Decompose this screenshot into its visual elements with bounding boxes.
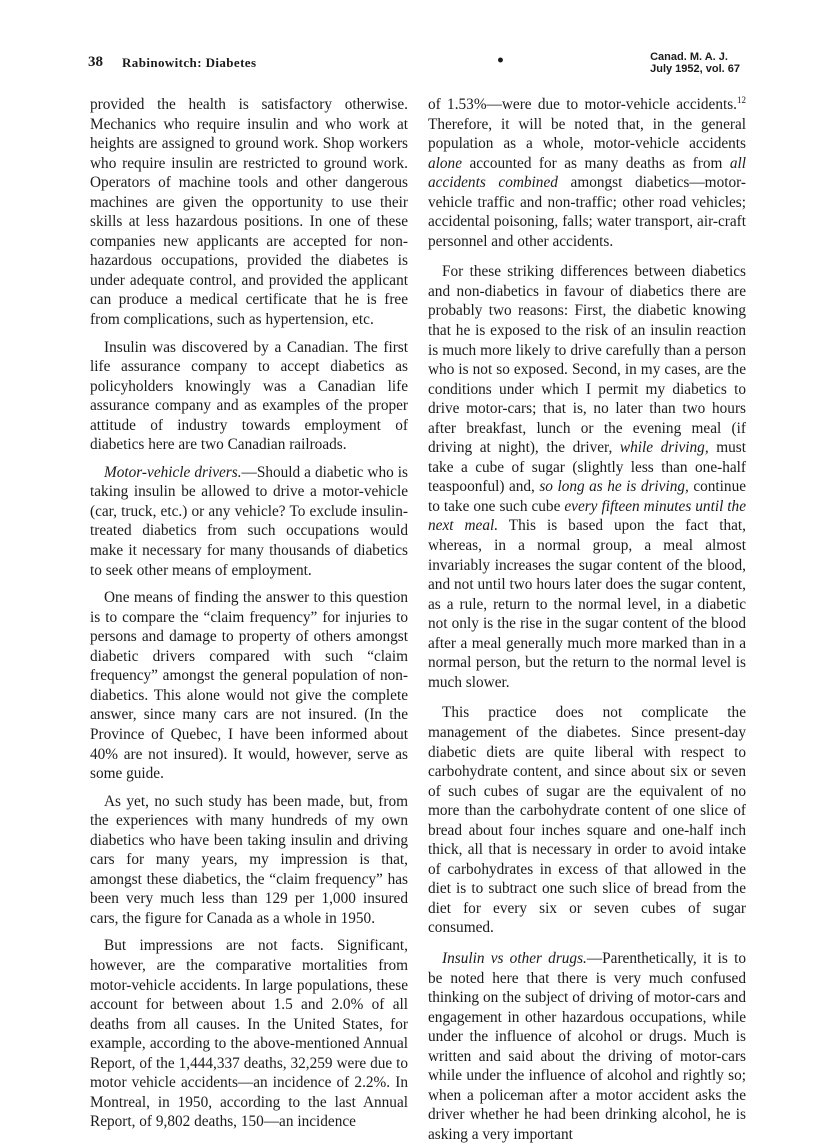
paragraph: [428, 262, 746, 692]
page-number: 38: [88, 54, 103, 70]
paragraph: [428, 95, 746, 251]
running-title: Rabinowitch: Diabetes: [122, 55, 257, 70]
emphasis: every fifteen minutes until the next meal.: [428, 497, 746, 535]
paragraph-text: For these striking differences between diabetics and non-diabetics in favour of diabetics there are probably two reasons: First, the diabetic knowing that he is exposed to the risk of an insulin reaction is much more likely to drive carefully than a person who is not so exposed. Second, in my cases, are the conditions under which I permit my diabetics to drive motor-cars; that is, no later than two hours after breakfast, lunch or the evening meal (if driving at night), the driver,: [428, 263, 746, 457]
emphasis: while driving,: [619, 439, 709, 457]
paragraph: Insulin was discovered by a Canadian. The first life assurance company to accept diabetics as policyholders knowingly was a Canadian life assurance company and as examples of the proper attitude of industry towards employment of diabetics here are two Canadian railroads.: [90, 338, 408, 454]
paragraph-text: This is based upon the fact that, whereas, in a normal group, a meal almost invariably increases the sugar content of the blood, and not until two hours later does the sugar content, as a rule, return to the normal level, in a diabetic not only is the rise in the sugar content of the blood after a meal generally much more marked than in a normal person, but the return to the normal level is much slower.: [428, 517, 746, 691]
header-separator: •: [496, 53, 505, 69]
paragraph: [428, 949, 746, 1144]
reference-marker: 12: [737, 95, 746, 105]
paragraph: [90, 463, 408, 580]
paragraph-text: Therefore, it will be noted that, in the general population as a whole, motor-vehicle accidents: [428, 115, 746, 153]
paragraph-text: amongst diabetics—motor-vehicle traffic and non-traffic; other road vehicles; accidental poisoning, falls; water transport, air-craft personnel and other accidents.: [428, 174, 747, 250]
paragraph-text: must take a cube of sugar (slightly less than one-half teaspoonful) and,: [428, 439, 746, 496]
paragraph-text: —Parenthetically, it is to be noted here that there is very much confused thinking on the subject of driving of motor-cars and engagement in other hazardous occupations, while under the influence of alcohol or drugs. Much is written and said about the driving of motor-cars while under the influence of alcohol and rightly so; when a policeman after a motor accident asks the driver whether he had been drinking alcohol, he is asking a very important: [428, 949, 746, 1143]
emphasis: all accidents combined: [428, 154, 746, 192]
paragraph: As yet, no such study has been made, but, from the experiences with many hundreds of my own diabetics who have been taking insulin and driving cars for many years, my impression is that, amongst these diabetics, the “claim frequency” has been very much less than 129 per 1,000 insured cars, the figure for Canada as a whole in 1950.: [90, 792, 408, 927]
paragraph: provided the health is satisfactory otherwise. Mechanics who require insulin and who work at heights are assigned to ground work. Shop workers who require insulin are restricted to ground work. Operators of machine tools and other dangerous machines are given the opportunity to use their skills at less hazardous positions. In one of these companies new applicants are accepted for non-hazardous occupations, provided the diabetes is under adequate control, and provided the applicant can produce a medical certificate that he is free from complications, such as hypertension, etc.: [90, 96, 408, 329]
journal-citation: [650, 52, 740, 75]
page-header: [88, 52, 740, 92]
section-heading: Motor-vehicle drivers.: [104, 463, 242, 481]
emphasis: alone: [428, 154, 462, 172]
journal-issue: July 1952, vol. 67: [650, 62, 740, 75]
paragraph-text: —Should a diabetic who is taking insulin be allowed to drive a motor-vehicle (car, truck, etc.) or any vehicle? To exclude insulin-treated diabetics from such occupations would make it necessary for many thousands of diabetics to seek other means of employment.: [90, 463, 408, 579]
emphasis: so long as he is driving,: [539, 478, 689, 496]
paragraph-text: of 1.53%—were due to motor-vehicle accidents.: [428, 96, 737, 113]
paragraph: But impressions are not facts. Significant, however, are the comparative mortalities from motor-vehicle accidents. In large populations, these account for between about 1.5 and 2.0% of all deaths from all causes. In the United States, for example, according to the above-mentioned Annual Report, of the 1,444,337 deaths, 32,259 were due to motor vehicle accidents—an incidence of 2.2%. In Montreal, in 1950, according to the last Annual Report, of 9,802 deaths, 150—an incidence: [90, 937, 408, 1131]
right-column: [428, 95, 746, 1144]
journal-name: Canad. M. A. J.: [650, 51, 728, 63]
paragraph-text: continue to take one such cube: [428, 478, 747, 515]
section-heading: Insulin vs other drugs.: [442, 949, 587, 967]
paragraph: This practice does not complicate the management of the diabetes. Since present-day diabetic diets are quite liberal with respect to carbohydrate content, and since about six or seven of such cubes of sugar are the equivalent of no more than the carbohydrate content of one slice of bread about four inches square and one-half inch thick, all that is necessary in order to avoid intake of carbohydrates in excess of that allowed in the diet is to subtract one such slice of bread from the diet for every six or seven cubes of sugar consumed.: [428, 704, 746, 937]
paragraph-text: accounted for as many deaths as from: [462, 154, 730, 172]
paragraph: One means of finding the answer to this question is to compare the “claim frequency” for injuries to persons and damage to property of others amongst diabetic drivers compared with such “claim frequency” amongst the general population of non-diabetics. This alone would not give the complete answer, since many cars are not insured. (In the Province of Quebec, I have been informed about 40% are not insured). It would, however, serve as some guide.: [90, 589, 408, 783]
left-column: [90, 95, 408, 1132]
